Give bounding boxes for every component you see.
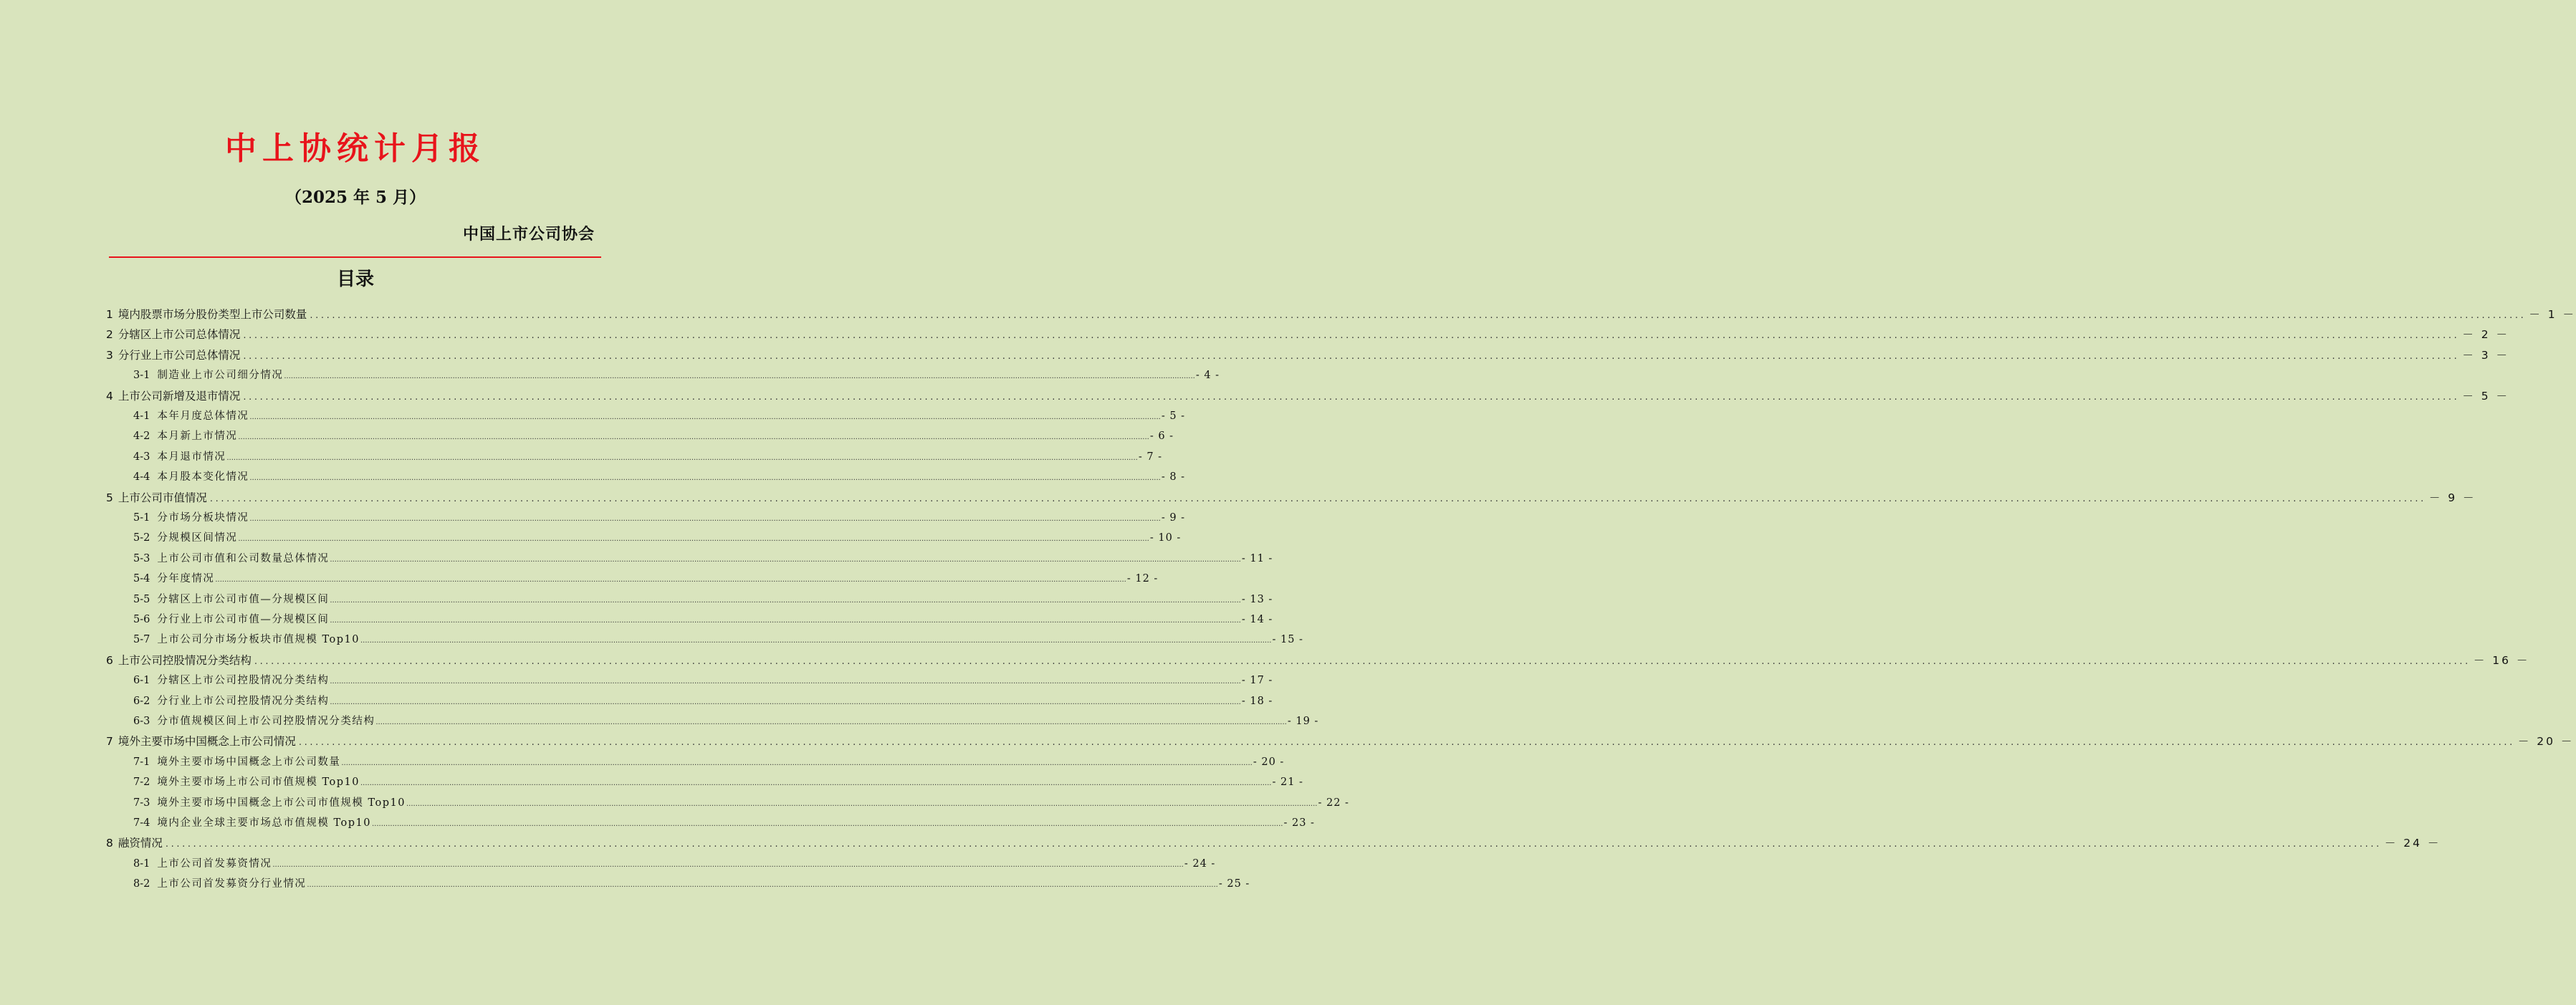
toc-entry-page: - 5 - <box>1161 410 1186 422</box>
toc-entry-number: 7-2 <box>133 776 150 789</box>
toc-entry-title: 本月退市情况 <box>157 451 226 463</box>
toc-entry-title: 分辖区上市公司控股情况分类结构 <box>157 675 330 687</box>
toc-subsection-entry[interactable] <box>133 610 1273 630</box>
toc-subsection-entry[interactable] <box>133 569 1159 589</box>
toc-entry-page: - 17 - <box>1241 675 1273 687</box>
toc-subsection-entry[interactable] <box>133 467 1186 487</box>
toc-subsection-entry[interactable] <box>133 630 1303 650</box>
toc-entry-number: 4-3 <box>133 451 150 463</box>
toc-entry-page: - 4 - <box>1195 370 1220 382</box>
toc-section-entry[interactable] <box>106 488 2476 508</box>
toc-entry-title: 分行业上市公司总体情况 <box>118 348 241 362</box>
toc-entry-title: 分年度情况 <box>157 573 215 585</box>
toc-entry-page: - 19 - <box>1287 716 1319 727</box>
toc-entry-title: 分市场分板块情况 <box>157 512 249 524</box>
toc-entry-number: 5-7 <box>133 634 150 646</box>
toc-dot-leader: ................................................................................................................................................................................................................................................................................................................................................................................................................ <box>243 330 2460 342</box>
toc-dot-leader: ................................................................................................................................................................................................................................................................................................................................................................................................................ <box>360 779 1272 788</box>
toc-entry-title: 境外主要市场上市公司市值规模 Top10 <box>157 776 360 789</box>
toc-entry-title: 上市公司首发募资情况 <box>157 857 272 870</box>
toc-dot-leader: ................................................................................................................................................................................................................................................................................................................................................................................................................ <box>330 596 1241 605</box>
toc-entry-title: 本月新上市情况 <box>157 431 238 443</box>
toc-subsection-entry[interactable] <box>133 813 1315 833</box>
toc-entry-title: 分规模区间情况 <box>157 532 238 544</box>
toc-entry-title: 融资情况 <box>118 837 163 850</box>
toc-section-entry[interactable] <box>106 304 2576 324</box>
toc-entry-page: - 25 - <box>1218 878 1250 890</box>
toc-entry-title: 上市公司市值情况 <box>118 491 207 504</box>
toc-entry-number: 6-1 <box>133 675 150 687</box>
toc-subsection-entry[interactable] <box>133 508 1186 528</box>
toc-entry-page: - 8 - <box>1161 471 1186 484</box>
toc-dot-leader: ................................................................................................................................................................................................................................................................................................................................................................................................................ <box>238 433 1149 442</box>
toc-dot-leader: ................................................................................................................................................................................................................................................................................................................................................................................................................ <box>284 372 1195 381</box>
toc-subsection-entry[interactable] <box>133 426 1174 446</box>
toc-entry-number: 5-1 <box>133 512 150 524</box>
toc-entry-number: 3 <box>106 348 113 362</box>
toc-entry-number: 7-1 <box>133 756 150 768</box>
toc-subsection-entry[interactable] <box>133 590 1273 610</box>
toc-entry-page: - 24 - <box>1184 857 1216 870</box>
toc-entry-number: 6-3 <box>133 716 150 727</box>
toc-dot-leader: ................................................................................................................................................................................................................................................................................................................................................................................................................ <box>243 350 2460 362</box>
toc-entry-page: - 11 - <box>1241 552 1273 564</box>
toc-subsection-entry[interactable] <box>133 874 1250 894</box>
organization-name: 中国上市公司协会 <box>462 226 595 244</box>
toc-entry-number: 8-2 <box>133 878 150 890</box>
toc-entry-page: － 20 － <box>2517 735 2575 749</box>
toc-entry-number: 5-6 <box>133 614 150 625</box>
toc-subsection-entry[interactable] <box>133 772 1303 792</box>
toc-subsection-entry[interactable] <box>133 365 1220 385</box>
toc-entry-page: - 18 - <box>1241 695 1273 707</box>
toc-entry-number: 5-5 <box>133 593 150 605</box>
toc-entry-page: - 21 - <box>1272 776 1303 789</box>
toc-entry-page: - 6 - <box>1149 431 1174 443</box>
toc-entry-title: 上市公司首发募资分行业情况 <box>157 878 307 890</box>
toc-entry-page: - 12 - <box>1126 573 1159 585</box>
toc-entry-title: 制造业上市公司细分情况 <box>157 370 284 382</box>
toc-entry-number: 6 <box>106 653 113 667</box>
toc-entry-page: - 10 - <box>1149 532 1182 544</box>
toc-entry-page: - 14 - <box>1241 614 1273 625</box>
toc-entry-page: - 15 - <box>1272 634 1303 646</box>
toc-entry-number: 5-3 <box>133 552 150 564</box>
toc-section-entry[interactable] <box>106 324 2510 345</box>
toc-entry-number: 5 <box>106 491 113 504</box>
toc-dot-leader: ................................................................................................................................................................................................................................................................................................................................................................................................................ <box>341 759 1253 767</box>
toc-dot-leader: ................................................................................................................................................................................................................................................................................................................................................................................................................ <box>215 576 1126 585</box>
toc-entry-number: 1 <box>106 308 113 321</box>
toc-dot-leader: ................................................................................................................................................................................................................................................................................................................................................................................................................ <box>165 839 2382 850</box>
toc-dot-leader: ................................................................................................................................................................................................................................................................................................................................................................................................................ <box>330 678 1241 686</box>
toc-dot-leader: ................................................................................................................................................................................................................................................................................................................................................................................................................ <box>360 637 1272 645</box>
toc-entry-number: 8-1 <box>133 857 150 870</box>
toc-dot-leader: ................................................................................................................................................................................................................................................................................................................................................................................................................ <box>243 391 2460 403</box>
toc-entry-title: 境外主要市场中国概念上市公司情况 <box>118 735 296 749</box>
toc-entry-page: - 7 - <box>1138 451 1163 463</box>
toc-dot-leader: ................................................................................................................................................................................................................................................................................................................................................................................................................ <box>375 718 1287 726</box>
toc-entry-number: 8 <box>106 837 113 850</box>
toc-subsection-entry[interactable] <box>133 854 1216 874</box>
toc-entry-title: 分行业上市公司市值—分规模区间 <box>157 614 330 625</box>
toc-subsection-entry[interactable] <box>133 447 1163 467</box>
toc-dot-leader: ................................................................................................................................................................................................................................................................................................................................................................................................................ <box>249 474 1161 483</box>
toc-dot-leader: ................................................................................................................................................................................................................................................................................................................................................................................................................ <box>254 655 2471 667</box>
toc-heading: 目录 <box>336 269 374 290</box>
toc-subsection-entry[interactable] <box>133 528 1182 548</box>
document-title: 中上协统计月报 <box>225 130 486 167</box>
toc-entry-title: 本月股本变化情况 <box>157 471 249 484</box>
toc-entry-title: 境内企业全球主要市场总市值规模 Top10 <box>157 817 371 829</box>
toc-section-entry[interactable] <box>106 650 2530 670</box>
toc-subsection-entry[interactable] <box>133 711 1319 731</box>
toc-entry-page: - 20 - <box>1253 756 1285 768</box>
toc-entry-title: 上市公司新增及退市情况 <box>118 389 241 403</box>
toc-entry-page: － 9 － <box>2428 491 2476 504</box>
toc-entry-page: - 23 - <box>1283 817 1315 829</box>
toc-subsection-entry[interactable] <box>133 752 1285 772</box>
toc-entry-title: 分辖区上市公司总体情况 <box>118 328 241 342</box>
toc-section-entry[interactable] <box>106 345 2510 365</box>
toc-entry-number: 4-2 <box>133 431 150 443</box>
toc-subsection-entry[interactable] <box>133 549 1273 569</box>
toc-dot-leader: ................................................................................................................................................................................................................................................................................................................................................................................................................ <box>330 555 1241 564</box>
toc-entry-number: 7-4 <box>133 817 150 829</box>
toc-entry-number: 4-1 <box>133 410 150 422</box>
toc-subsection-entry[interactable] <box>133 406 1186 426</box>
toc-section-entry[interactable] <box>106 833 2441 853</box>
toc-subsection-entry[interactable] <box>133 793 1349 813</box>
toc-dot-leader: ................................................................................................................................................................................................................................................................................................................................................................................................................ <box>238 535 1149 544</box>
toc-entry-page: - 9 - <box>1161 512 1186 524</box>
toc-section-entry[interactable] <box>106 386 2510 406</box>
toc-entry-number: 5-2 <box>133 532 150 544</box>
toc-entry-number: 4 <box>106 389 113 403</box>
toc-dot-leader: ................................................................................................................................................................................................................................................................................................................................................................................................................ <box>249 515 1161 523</box>
toc-dot-leader: ................................................................................................................................................................................................................................................................................................................................................................................................................ <box>330 698 1241 706</box>
toc-dot-leader: ................................................................................................................................................................................................................................................................................................................................................................................................................ <box>371 820 1283 828</box>
toc-dot-leader: ................................................................................................................................................................................................................................................................................................................................................................................................................ <box>330 617 1241 625</box>
toc-entry-page: － 5 － <box>2462 389 2510 403</box>
toc-entry-page: － 16 － <box>2473 653 2530 667</box>
toc-entry-number: 6-2 <box>133 695 150 707</box>
toc-entry-number: 7 <box>106 735 113 749</box>
toc-entry-title: 分辖区上市公司市值—分规模区间 <box>157 593 330 605</box>
toc-entry-title: 分行业上市公司控股情况分类结构 <box>157 695 330 707</box>
toc-dot-leader: ................................................................................................................................................................................................................................................................................................................................................................................................................ <box>406 799 1318 808</box>
toc-entry-title: 上市公司市值和公司数量总体情况 <box>157 552 330 564</box>
header-divider <box>109 256 601 258</box>
report-period: （2025 年 5 月） <box>284 188 426 207</box>
toc-entry-page: － 3 － <box>2462 348 2510 362</box>
toc-entry-number: 5-4 <box>133 573 150 585</box>
toc-section-entry[interactable] <box>106 731 2575 751</box>
toc-subsection-entry[interactable] <box>133 670 1273 691</box>
toc-entry-title: 本年月度总体情况 <box>157 410 249 422</box>
toc-entry-title: 分市值规模区间上市公司控股情况分类结构 <box>157 716 375 727</box>
toc-entry-number: 4-4 <box>133 471 150 484</box>
toc-dot-leader: ................................................................................................................................................................................................................................................................................................................................................................................................................ <box>226 453 1138 462</box>
toc-entry-page: - 22 - <box>1318 797 1349 809</box>
toc-entry-title: 境外主要市场中国概念上市公司市值规模 Top10 <box>157 797 406 809</box>
toc-entry-number: 7-3 <box>133 797 150 809</box>
toc-subsection-entry[interactable] <box>133 691 1273 711</box>
toc-entry-page: - 13 - <box>1241 593 1273 605</box>
toc-entry-number: 3-1 <box>133 370 150 382</box>
toc-dot-leader: ................................................................................................................................................................................................................................................................................................................................................................................................................ <box>249 413 1161 421</box>
toc-entry-title: 境外主要市场中国概念上市公司数量 <box>157 756 341 768</box>
toc-entry-title: 上市公司控股情况分类结构 <box>118 653 252 667</box>
toc-entry-page: － 2 － <box>2462 328 2510 342</box>
toc-dot-leader: ................................................................................................................................................................................................................................................................................................................................................................................................................ <box>209 493 2426 504</box>
toc-dot-leader: ................................................................................................................................................................................................................................................................................................................................................................................................................ <box>310 310 2527 321</box>
toc-entry-title: 上市公司分市场分板块市值规模 Top10 <box>157 634 360 646</box>
toc-entry-number: 2 <box>106 328 113 342</box>
toc-entry-page: － 24 － <box>2384 837 2441 850</box>
toc-entry-page: － 1 － <box>2529 308 2576 321</box>
toc-dot-leader: ................................................................................................................................................................................................................................................................................................................................................................................................................ <box>307 881 1218 890</box>
toc-dot-leader: ................................................................................................................................................................................................................................................................................................................................................................................................................ <box>272 860 1184 869</box>
toc-dot-leader: ................................................................................................................................................................................................................................................................................................................................................................................................................ <box>298 737 2515 749</box>
toc-entry-title: 境内股票市场分股份类型上市公司数量 <box>118 308 307 321</box>
